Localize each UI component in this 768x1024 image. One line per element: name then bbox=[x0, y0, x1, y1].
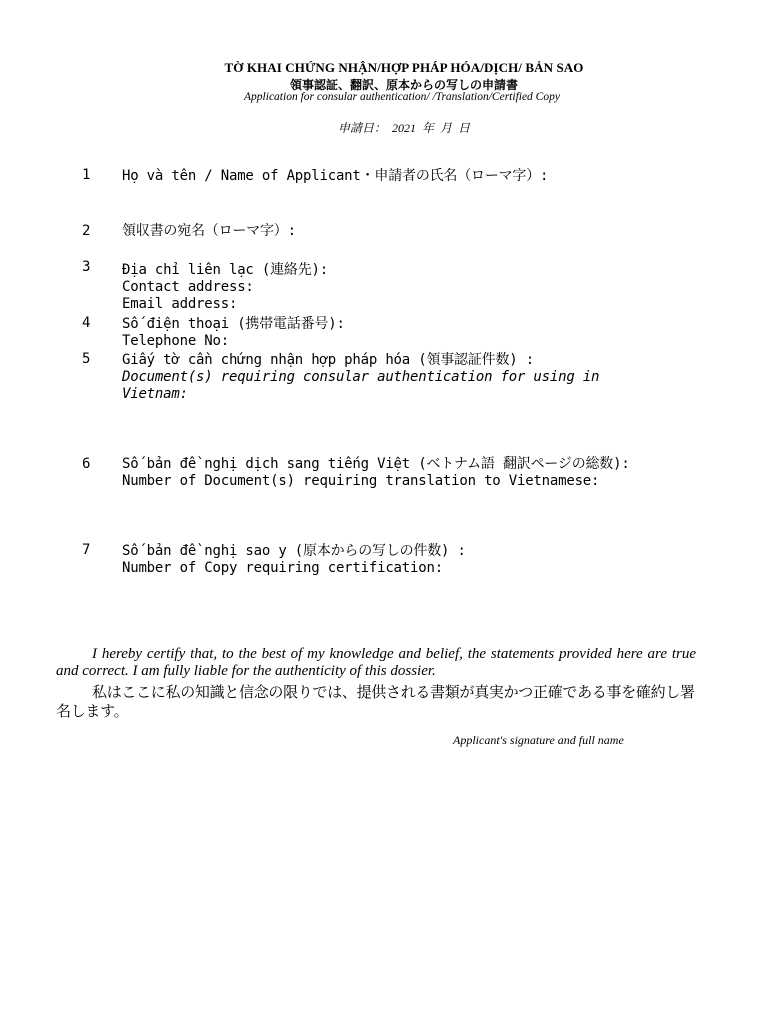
item-number-5: 5 bbox=[82, 351, 91, 367]
item-applicant-name bbox=[122, 168, 548, 185]
form-title: TỜ KHAI CHỨNG NHẬN/HỢP PHÁP HÓA/DỊCH/ BẢN SAO bbox=[224, 60, 584, 75]
item-label: Số bản đề nghị dịch sang tiếng Việt (ベトナム語 翻訳ページの総数): bbox=[122, 456, 630, 472]
contact-address-label: Contact address: bbox=[122, 279, 254, 295]
item-label-english-cont: Vietnam: bbox=[122, 386, 188, 402]
item-translation-count bbox=[122, 456, 630, 490]
item-number-4: 4 bbox=[82, 315, 91, 331]
item-label: Số bản đề nghị sao y (原本からの写しの件数) : bbox=[122, 543, 466, 559]
item-number-3: 3 bbox=[82, 259, 91, 275]
item-contact-address bbox=[122, 262, 328, 313]
item-phone-number bbox=[122, 316, 345, 350]
application-date: 申請日： 2021 年 月 日 bbox=[337, 121, 470, 135]
item-number-7: 7 bbox=[82, 542, 91, 558]
email-address-label: Email address: bbox=[122, 296, 238, 312]
item-receipt-addressee bbox=[122, 223, 296, 240]
item-label: Họ và tên / Name of Applicant・申請者の氏名（ローマ字）: bbox=[122, 168, 549, 184]
signature-label: Applicant's signature and full name bbox=[453, 733, 624, 747]
item-number-6: 6 bbox=[82, 456, 91, 472]
item-number-1: 1 bbox=[82, 167, 91, 183]
form-title-japanese: 領事認証、翻訳、原本からの写しの申請書 bbox=[289, 78, 518, 92]
item-label: Giấy tờ cần chứng nhận hợp pháp hóa (領事認証件数) : bbox=[122, 352, 534, 368]
item-label: Địa chỉ liên lạc (連絡先): bbox=[122, 262, 328, 278]
item-label-english: Number of Copy requiring certification: bbox=[122, 560, 443, 576]
item-label-english: Number of Document(s) requiring translation to Vietnamese: bbox=[122, 473, 600, 489]
certification-statement-english: I hereby certify that, to the best of my knowledge and belief, the statements provided here are true and correct. I am fully liable for the authenticity of this dossier. bbox=[56, 646, 696, 679]
telephone-label: Telephone No: bbox=[122, 333, 229, 349]
item-number-2: 2 bbox=[82, 223, 91, 239]
certification-statement-japanese: 私はここに私の知識と信念の限りでは、提供される書類が真実かつ正確である事を確約し署名します。 bbox=[56, 683, 695, 720]
item-copy-count bbox=[122, 543, 466, 577]
item-label: Số điện thoại (携帯電話番号): bbox=[122, 316, 345, 332]
item-label-english: Document(s) requiring consular authentication for using in bbox=[122, 369, 600, 385]
item-consular-authentication bbox=[122, 352, 599, 403]
form-title-english: Application for consular authentication/ /Translation/Certified Copy bbox=[244, 91, 560, 103]
item-label: 領収書の宛名（ローマ字）: bbox=[122, 223, 296, 239]
